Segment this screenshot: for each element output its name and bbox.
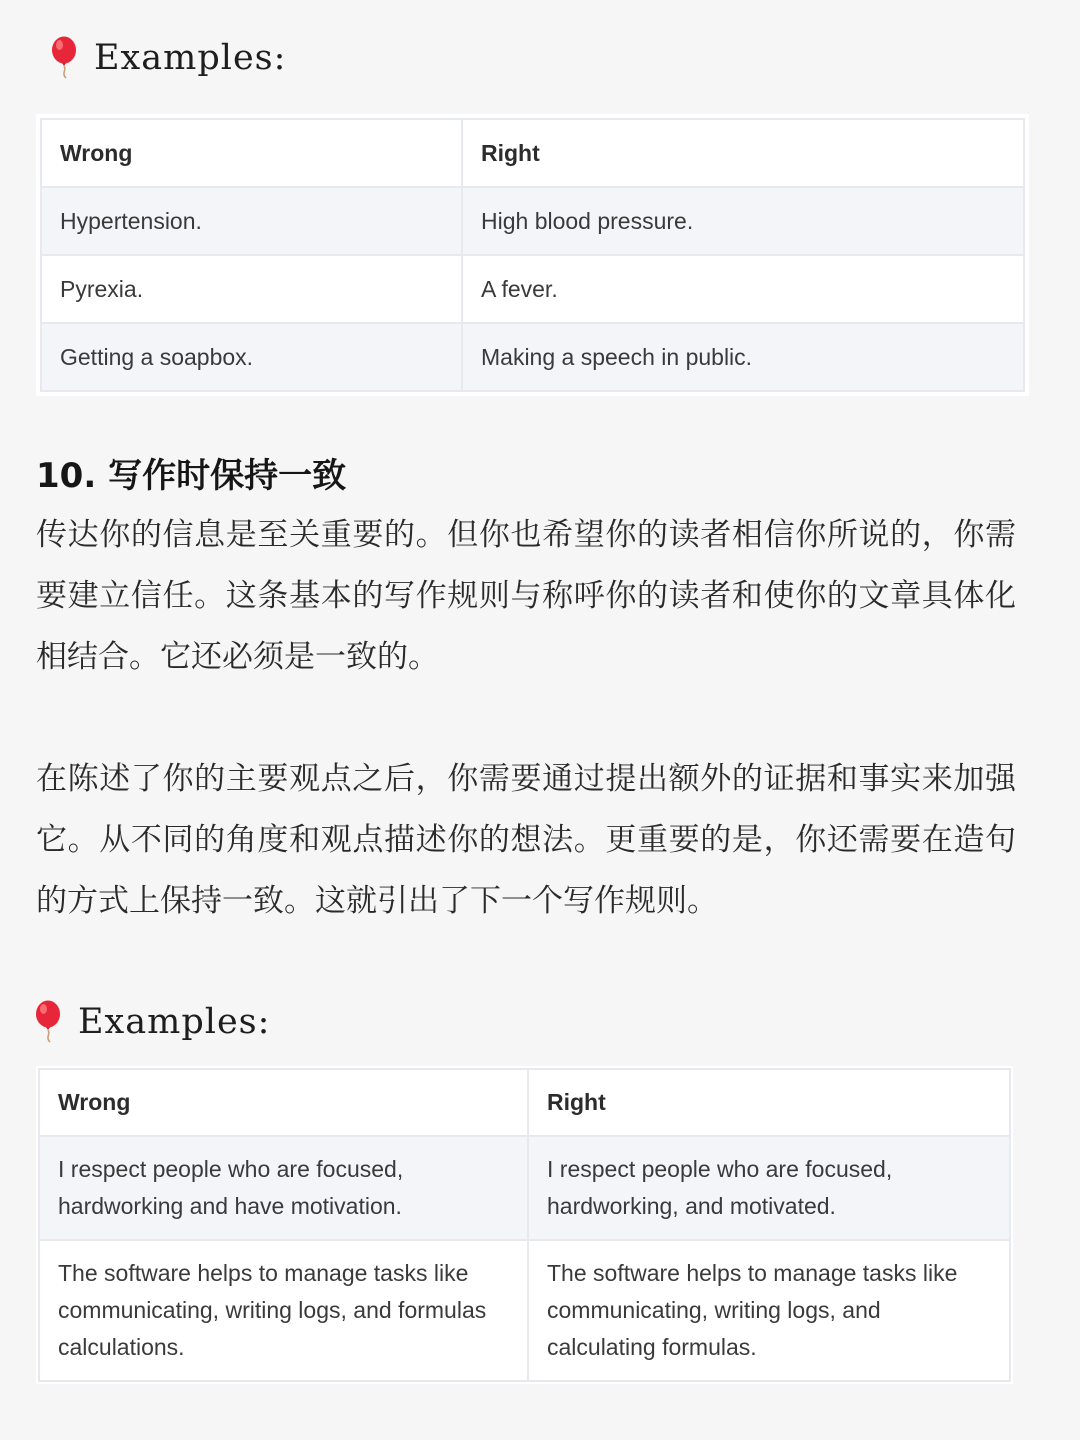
column-header-wrong: Wrong bbox=[41, 119, 462, 187]
examples-table-2 bbox=[36, 1066, 1013, 1384]
right-cell: I respect people who are focused, hardworking, and motivated. bbox=[528, 1136, 1010, 1240]
paragraph-1: 传达你的信息是至关重要的。但你也希望你的读者相信你所说的，你需要建立信任。这条基本的写作规则与称呼你的读者和使你的文章具体化相结合。它还必须是一致的。 bbox=[36, 517, 1016, 675]
table-header-row bbox=[39, 1069, 1010, 1136]
red-balloon-icon bbox=[34, 1000, 64, 1044]
column-header-wrong: Wrong bbox=[39, 1069, 528, 1136]
table-row bbox=[41, 187, 1024, 255]
column-header-right: Right bbox=[462, 119, 1024, 187]
wrong-cell: Getting a soapbox. bbox=[41, 323, 462, 391]
wrong-cell: I respect people who are focused, hardworking and have motivation. bbox=[39, 1136, 528, 1240]
examples-heading-2 bbox=[34, 1000, 270, 1044]
paragraph-2: 在陈述了你的主要观点之后，你需要通过提出额外的证据和事实来加强它。从不同的角度和观点描述你的想法。更重要的是，你还需要在造句的方式上保持一致。这就引出了下一个写作规则。 bbox=[36, 761, 1016, 919]
examples-label: Examples: bbox=[94, 38, 287, 78]
wrong-cell: Hypertension. bbox=[41, 187, 462, 255]
examples-label: Examples: bbox=[78, 1002, 271, 1042]
right-cell: Making a speech in public. bbox=[462, 323, 1024, 391]
wrong-cell: Pyrexia. bbox=[41, 255, 462, 323]
section-title: 10. 写作时保持一致 bbox=[36, 456, 347, 496]
table-row bbox=[41, 255, 1024, 323]
table-row bbox=[39, 1240, 1010, 1381]
examples-table-1 bbox=[36, 114, 1029, 396]
right-cell: The software helps to manage tasks like communicating, writing logs, and calculating formulas. bbox=[528, 1240, 1010, 1381]
column-header-right: Right bbox=[528, 1069, 1010, 1136]
right-cell: High blood pressure. bbox=[462, 187, 1024, 255]
examples-heading-1 bbox=[50, 36, 286, 80]
table-row bbox=[39, 1136, 1010, 1240]
table-row bbox=[41, 323, 1024, 391]
red-balloon-icon bbox=[50, 36, 80, 80]
table-header-row bbox=[41, 119, 1024, 187]
wrong-cell: The software helps to manage tasks like communicating, writing logs, and formulas calculations. bbox=[39, 1240, 528, 1381]
right-cell: A fever. bbox=[462, 255, 1024, 323]
